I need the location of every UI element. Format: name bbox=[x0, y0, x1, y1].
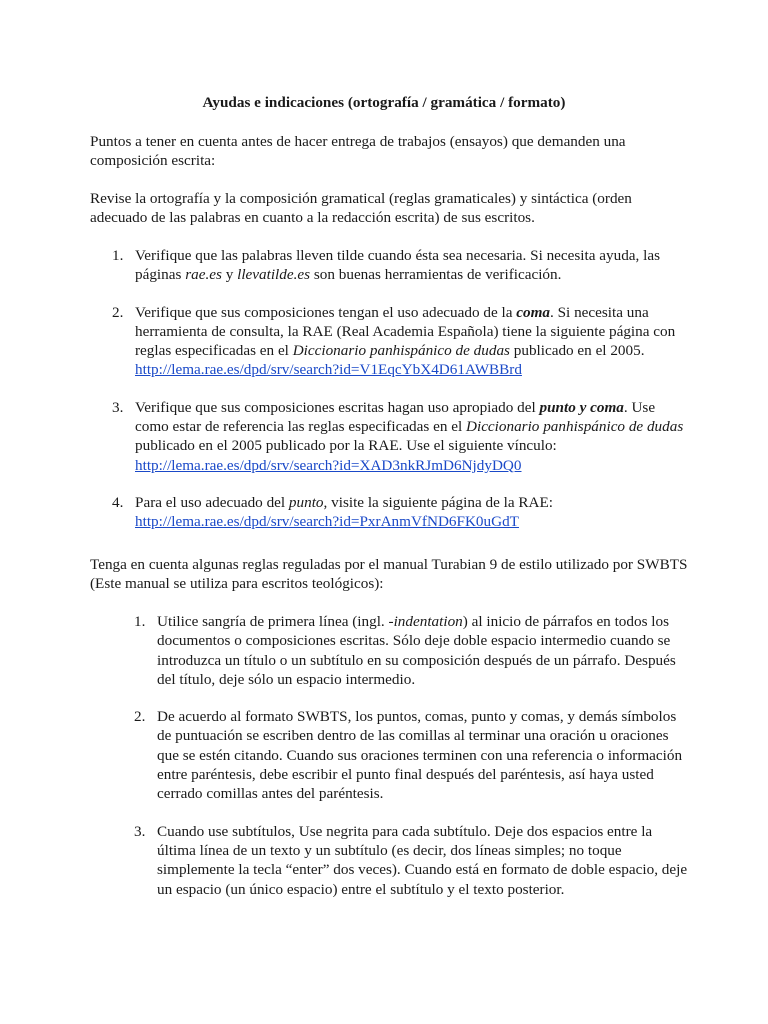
dictionary-title: Diccionario panhispánico de dudas bbox=[466, 418, 684, 436]
turabian-paragraph: Tenga en cuenta algunas reglas reguladas por el manual Turabian 9 de estilo utilizado por SWBTS (Este manual se utiliza para escritos teológicos): bbox=[90, 556, 688, 593]
list-number: 1. bbox=[112, 247, 124, 264]
list-number: 2. bbox=[112, 303, 124, 321]
intro-paragraph: Puntos a tener en cuenta antes de hacer entrega de trabajos (ensayos) que demanden una composición escrita: bbox=[90, 133, 626, 170]
dictionary-title: Diccionario panhispánico de dudas bbox=[292, 342, 510, 360]
list-number: 2. bbox=[134, 708, 146, 726]
list-number: 4. bbox=[112, 493, 124, 511]
emphasis-term: punto y coma bbox=[539, 398, 624, 416]
list-number: 3. bbox=[112, 398, 124, 416]
rae-punto-y-coma-link[interactable]: http://lema.rae.es/dpd/srv/search?id=XAD3nkRJmD6NjdyDQ0 bbox=[135, 456, 522, 474]
list-item: 3. Cuando use subtítulos, Use negrita para cada subtítulo. Deje dos espacios entre la última línea de un texto y un subtítulo (es decir, dos líneas simples; no toque simplemente la tecla “enter” dos veces). Cuando está en formato de doble espacio, deje un espacio (un único espacio) entre el subtítulo y el texto posterior. bbox=[134, 822, 688, 898]
document-title: Ayudas e indicaciones (ortografía / gramática / formato) bbox=[202, 94, 566, 111]
list-item: 2. De acuerdo al formato SWBTS, los puntos, comas, punto y comas, y demás símbolos de puntuación se escriben dentro de las comillas al terminar una oración u oraciones que se estén citando. Cuando sus oraciones terminen con una referencia o información entre paréntesis, debe escribir el punto final después del paréntesis, así haya usted cerrado comillas antes del paréntesis. bbox=[134, 708, 683, 803]
rae-punto-link[interactable]: http://lema.rae.es/dpd/srv/search?id=PxrAnmVfND6FK0uGdT bbox=[135, 513, 519, 531]
list-item: 4. Para el uso adecuado del punto, visite la siguiente página de la RAE: http://lema.rae.es/dpd/srv/search?id=PxrAnmVfND6FK0uGdT bbox=[112, 493, 553, 531]
revise-paragraph: Revise la ortografía y la composición gramatical (reglas gramaticales) y sintáctica (orden adecuado de las palabras en cuanto a la redacción escrita) de sus escritos. bbox=[90, 190, 632, 227]
emphasis-term: coma bbox=[516, 303, 551, 321]
rae-coma-link[interactable]: http://lema.rae.es/dpd/srv/search?id=V1EqcYbX4D61AWBBrd bbox=[135, 361, 522, 379]
turabian-rules-list bbox=[90, 612, 690, 899]
list-number: 3. bbox=[134, 822, 146, 840]
list-item: 2. Verifique que sus composiciones tengan el uso adecuado de la coma. Si necesita una herramienta de consulta, la RAE (Real Academia Española) tiene la siguiente página con reglas especificadas en el Diccionario panhispánico de dudas publicado en el 2005. http://lema.rae.es/dpd/srv/search?id=V1EqcYbX4D61AWBBrd bbox=[112, 303, 676, 379]
emphasis-term: punto bbox=[288, 493, 324, 511]
list-item: 1. Verifique que las palabras lleven tilde cuando ésta sea necesaria. Si necesita ayuda, las páginas rae.es y llevatilde.es son buenas herramientas de verificación. bbox=[112, 247, 661, 284]
list-item: 1. Utilice sangría de primera línea (ingl. -indentation) al inicio de párrafos en todos los documentos o composiciones escritas. Sólo deje doble espacio intermedio cuando se introduzca un título o un subtítulo en su composición después de un párrafo. Después del título, deje sólo un espacio intermedio. bbox=[134, 613, 676, 688]
emphasis-term: indentation bbox=[393, 613, 463, 630]
site-name: rae.es bbox=[185, 266, 222, 284]
list-item: 3. Verifique que sus composiciones escritas hagan uso apropiado del punto y coma. Use como estar de referencia las reglas especificadas en el Diccionario panhispánico de dudas publicado en el 2005 publicado por la RAE. Use el siguiente vínculo: http://lema.rae.es/dpd/srv/search?id=XAD3nkRJmD6NjdyDQ0 bbox=[112, 398, 684, 474]
spelling-checklist bbox=[90, 246, 690, 532]
list-number: 1. bbox=[134, 613, 146, 630]
site-name: llevatilde.es bbox=[237, 266, 311, 284]
